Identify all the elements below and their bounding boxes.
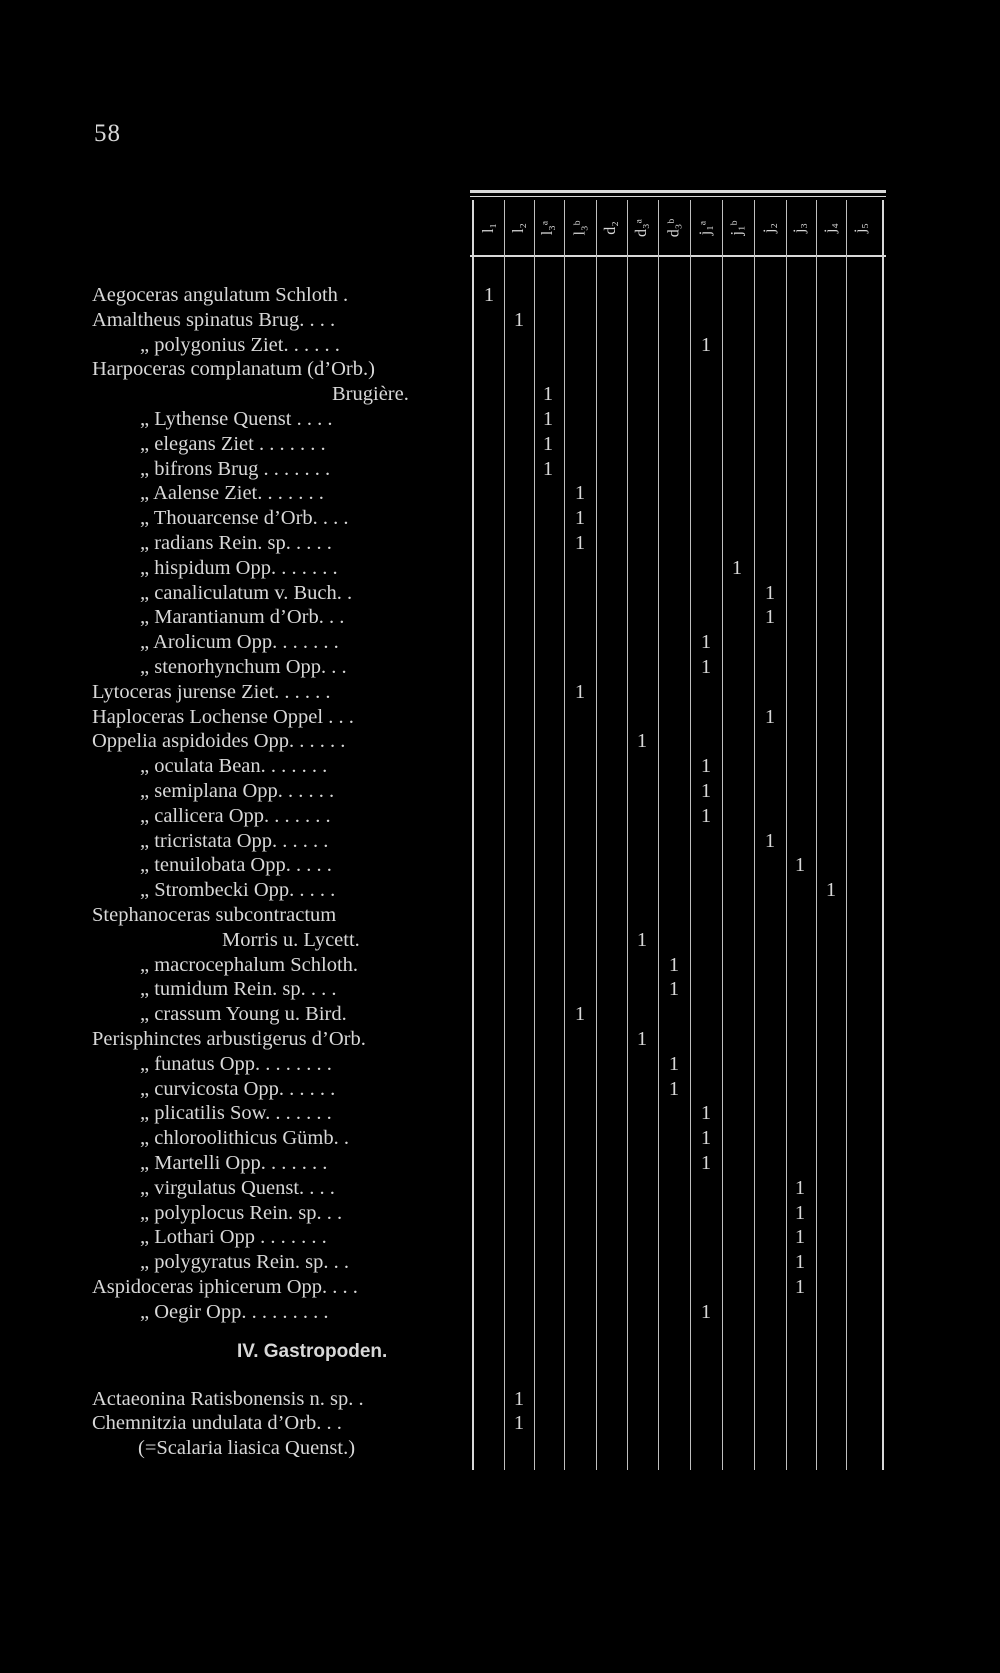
species-name: „ elegans Ziet . . . . . . . <box>140 432 326 455</box>
table-row <box>0 804 1000 828</box>
species-name: Chemnitzia undulata d’Orb. . . <box>92 1412 342 1435</box>
table-row <box>0 531 1000 555</box>
species-name: Perisphinctes arbustigerus d’Orb. <box>92 1028 366 1050</box>
table-row <box>0 506 1000 530</box>
species-name: „ Lothari Opp . . . . . . . <box>140 1226 327 1249</box>
occurrence-mark: 1 <box>700 656 712 678</box>
table-row <box>0 481 1000 505</box>
column-header-d3a: d₃ᵃ <box>632 219 650 237</box>
column-header-l2: l₂ <box>510 222 527 234</box>
species-name: „ callicera Opp. . . . . . . <box>140 804 331 827</box>
species-name: „ Lythense Quenst . . . . <box>140 408 333 430</box>
species-name: Amaltheus spinatus Brug. . . . <box>92 308 336 331</box>
table-row <box>0 382 1000 406</box>
occurrence-mark: 1 <box>794 1276 806 1298</box>
table-row <box>0 1077 1000 1101</box>
occurrence-mark: 1 <box>542 383 554 406</box>
table-row <box>0 680 1000 704</box>
occurrence-mark: 1 <box>483 284 495 306</box>
table-row <box>0 432 1000 456</box>
table-row <box>0 1300 1000 1324</box>
table-row <box>0 729 1000 753</box>
species-name: „ Arolicum Opp. . . . . . . <box>140 631 339 654</box>
species-name: „ oculata Bean. . . . . . . <box>140 755 328 778</box>
species-name: Lytoceras jurense Ziet. . . . . . <box>92 680 331 703</box>
occurrence-mark: 1 <box>574 482 586 505</box>
table-row <box>0 829 1000 853</box>
table-row <box>0 1387 1000 1411</box>
table-row <box>0 1201 1000 1225</box>
occurrence-mark: 1 <box>700 780 712 802</box>
occurrence-mark: 1 <box>574 680 586 703</box>
occurrence-mark: 1 <box>700 755 712 778</box>
species-name: „ polygyratus Rein. sp. . . <box>140 1251 349 1274</box>
species-name: „ Aalense Ziet. . . . . . . <box>140 482 324 505</box>
occurrence-mark: 1 <box>764 606 776 629</box>
occurrence-mark: 1 <box>636 730 648 753</box>
species-name: „ semiplana Opp. . . . . . <box>140 780 335 802</box>
table-row <box>0 581 1000 605</box>
species-name: „ Oegir Opp. . . . . . . . . <box>140 1300 329 1323</box>
column-header-d3b: d₃ᵇ <box>665 218 682 238</box>
occurrence-mark: 1 <box>700 1152 712 1174</box>
occurrence-mark: 1 <box>542 432 554 455</box>
occurrence-mark: 1 <box>574 507 586 530</box>
species-name: „ virgulatus Quenst. . . . <box>140 1176 335 1199</box>
species-name: „ bifrons Brug . . . . . . . <box>140 457 331 480</box>
occurrence-mark: 1 <box>794 1251 806 1274</box>
species-name: „ polygonius Ziet. . . . . . <box>140 333 340 356</box>
table-row <box>0 308 1000 332</box>
column-header-l3a: l₃ᵃ <box>539 220 556 236</box>
species-name: „ funatus Opp. . . . . . . . <box>140 1052 332 1075</box>
column-header-j4: j₄ <box>822 222 839 234</box>
table-row <box>0 1151 1000 1175</box>
column-header-rule-top <box>470 190 886 193</box>
column-header-j2: j₂ <box>761 222 778 234</box>
species-name: „ Thouarcense d’Orb. . . . <box>140 507 349 530</box>
column-header-j1b: j₁ᵇ <box>727 220 745 236</box>
table-row <box>0 283 1000 307</box>
species-name: „ radians Rein. sp. . . . . <box>140 532 332 554</box>
column-header-rule-top-2 <box>470 196 886 197</box>
species-name: (=Scalaria liasica Quenst.) <box>138 1437 356 1460</box>
column-header-l1: l₁ <box>480 222 497 234</box>
table-row <box>0 1176 1000 1200</box>
occurrence-mark: 1 <box>764 829 776 852</box>
species-name: Stephanoceras subcontractum <box>92 904 337 926</box>
table-row <box>0 878 1000 902</box>
table-row <box>0 457 1000 481</box>
occurrence-mark: 1 <box>513 1412 525 1435</box>
column-header-rule-bottom <box>470 255 886 257</box>
occurrence-mark: 1 <box>700 631 712 654</box>
occurrence-mark: 1 <box>668 1052 680 1075</box>
table-row <box>0 1411 1000 1435</box>
table-row <box>0 605 1000 629</box>
occurrence-mark: 1 <box>668 953 680 976</box>
species-name: „ stenorhynchum Opp. . . <box>140 656 347 678</box>
occurrence-mark: 1 <box>825 879 837 902</box>
table-row <box>0 1436 1000 1460</box>
species-name: Aegoceras angulatum Schloth . <box>92 284 349 306</box>
occurrence-mark: 1 <box>574 532 586 554</box>
table-row <box>0 705 1000 729</box>
species-name: Oppelia aspidoides Opp. . . . . . <box>92 730 346 753</box>
table-row <box>0 1052 1000 1076</box>
section-title: IV. Gastropoden. <box>237 1340 388 1362</box>
species-name: „ hispidum Opp. . . . . . . <box>140 556 338 579</box>
table-row <box>0 953 1000 977</box>
occurrence-mark: 1 <box>764 705 776 728</box>
species-name: „ polyplocus Rein. sp. . . <box>140 1201 343 1224</box>
occurrence-mark: 1 <box>794 1226 806 1249</box>
column-header-j5: j₅ <box>852 222 869 234</box>
species-name: „ tumidum Rein. sp. . . . <box>140 978 337 1001</box>
species-name: Morris u. Lycett. <box>222 928 360 951</box>
table-row <box>0 928 1000 952</box>
species-name: Harpoceras complanatum (d’Orb.) <box>92 358 375 381</box>
table-row <box>0 853 1000 877</box>
occurrence-mark: 1 <box>794 1176 806 1199</box>
table-row <box>0 333 1000 357</box>
column-header-j3: j₃ <box>791 222 808 234</box>
table-row <box>0 655 1000 679</box>
table-row <box>0 1126 1000 1150</box>
table-row <box>0 977 1000 1001</box>
occurrence-mark: 1 <box>542 408 554 430</box>
occurrence-mark: 1 <box>794 854 806 877</box>
table-row <box>0 630 1000 654</box>
occurrence-mark: 1 <box>636 928 648 951</box>
occurrence-mark: 1 <box>700 333 712 356</box>
occurrence-mark: 1 <box>513 308 525 331</box>
table-row <box>0 556 1000 580</box>
table-row <box>0 407 1000 431</box>
occurrence-mark: 1 <box>700 1127 712 1150</box>
occurrence-mark: 1 <box>636 1028 648 1050</box>
species-name: „ Marantianum d’Orb. . . <box>140 606 345 629</box>
page-number: 58 <box>94 120 121 147</box>
table-row <box>0 1225 1000 1249</box>
table-row <box>0 754 1000 778</box>
species-name: „ tenuilobata Opp. . . . . <box>140 854 332 877</box>
occurrence-mark: 1 <box>731 556 743 579</box>
column-header-d2: d₂ <box>601 221 619 235</box>
table-row <box>0 779 1000 803</box>
species-name: Aspidoceras iphicerum Opp. . . . <box>92 1276 358 1298</box>
occurrence-mark: 1 <box>513 1387 525 1410</box>
table-row <box>0 357 1000 381</box>
species-name: „ curvicosta Opp. . . . . . <box>140 1077 336 1100</box>
species-name: „ tricristata Opp. . . . . . <box>140 829 329 852</box>
occurrence-mark: 1 <box>574 1003 586 1026</box>
occurrence-mark: 1 <box>668 1077 680 1100</box>
table-row <box>0 1101 1000 1125</box>
occurrence-mark: 1 <box>700 1102 712 1125</box>
species-name: Brugière. <box>332 383 409 406</box>
occurrence-mark: 1 <box>700 1300 712 1323</box>
table-row <box>0 1027 1000 1051</box>
species-name: „ macrocephalum Schloth. <box>140 953 359 976</box>
table-row <box>0 903 1000 927</box>
species-name: „ plicatilis Sow. . . . . . . <box>140 1102 332 1125</box>
species-name: „ chloroolithicus Gümb. . <box>140 1127 349 1150</box>
occurrence-mark: 1 <box>668 978 680 1001</box>
occurrence-mark: 1 <box>794 1201 806 1224</box>
occurrence-mark: 1 <box>542 457 554 480</box>
species-name: Actaeonina Ratisbonensis n. sp. . <box>92 1387 364 1410</box>
occurrence-mark: 1 <box>764 581 776 604</box>
table-row <box>0 1250 1000 1274</box>
occurrence-mark: 1 <box>700 804 712 827</box>
column-header-l3b: l₃ᵇ <box>570 220 588 236</box>
species-name: „ Strombecki Opp. . . . . <box>140 879 336 902</box>
species-name: „ crassum Young u. Bird. <box>140 1003 347 1026</box>
species-name: „ canaliculatum v. Buch. . <box>140 581 353 604</box>
species-name: „ Martelli Opp. . . . . . . <box>140 1152 328 1174</box>
column-header-j1a: j₁ᵃ <box>697 220 714 236</box>
table-row <box>0 1002 1000 1026</box>
table-row <box>0 1275 1000 1299</box>
species-name: Haploceras Lochense Oppel . . . <box>92 705 354 728</box>
